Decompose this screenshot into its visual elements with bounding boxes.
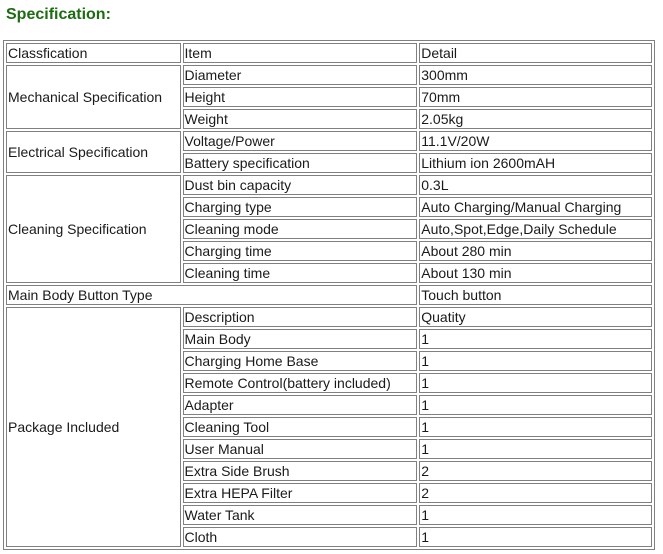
item-cell: Water Tank: [183, 505, 418, 525]
item-cell: Voltage/Power: [183, 131, 418, 151]
header-detail: Detail: [419, 43, 652, 63]
category-button-type: Main Body Button Type: [6, 285, 417, 305]
item-cell: Cleaning time: [183, 263, 418, 283]
category-mechanical: Mechanical Specification: [6, 65, 181, 129]
table-row: [6, 175, 652, 195]
detail-cell: 1: [419, 373, 652, 393]
header-classification: Classfication: [6, 43, 181, 63]
detail-cell: 1: [419, 505, 652, 525]
category-cleaning: Cleaning Specification: [6, 175, 181, 283]
detail-cell: 300mm: [419, 65, 652, 85]
item-cell: Remote Control(battery included): [183, 373, 418, 393]
item-cell: Cleaning Tool: [183, 417, 418, 437]
item-cell: Diameter: [183, 65, 418, 85]
item-cell: Description: [183, 307, 418, 327]
detail-cell: 1: [419, 351, 652, 371]
category-package: Package Included: [6, 307, 181, 547]
table-row: [6, 131, 652, 151]
header-item: Item: [183, 43, 418, 63]
detail-cell: 1: [419, 417, 652, 437]
table-row: [6, 285, 652, 305]
detail-cell: Touch button: [419, 285, 652, 305]
detail-cell: 70mm: [419, 87, 652, 107]
item-cell: Charging Home Base: [183, 351, 418, 371]
detail-cell: About 280 min: [419, 241, 652, 261]
detail-cell: 2.05kg: [419, 109, 652, 129]
detail-cell: 0.3L: [419, 175, 652, 195]
item-cell: Height: [183, 87, 418, 107]
detail-cell: 2: [419, 461, 652, 481]
item-cell: Battery specification: [183, 153, 418, 173]
item-cell: Adapter: [183, 395, 418, 415]
detail-cell: About 130 min: [419, 263, 652, 283]
detail-cell: 1: [419, 527, 652, 547]
detail-cell: 1: [419, 439, 652, 459]
item-cell: Weight: [183, 109, 418, 129]
category-electrical: Electrical Specification: [6, 131, 181, 173]
page-title: Specification:: [6, 6, 111, 23]
item-cell: User Manual: [183, 439, 418, 459]
detail-cell: 11.1V/20W: [419, 131, 652, 151]
detail-cell: Auto,Spot,Edge,Daily Schedule: [419, 219, 652, 239]
detail-cell: Quatity: [419, 307, 652, 327]
specification-table: [3, 40, 655, 550]
detail-cell: 1: [419, 329, 652, 349]
item-cell: Extra HEPA Filter: [183, 483, 418, 503]
item-cell: Charging time: [183, 241, 418, 261]
table-row: [6, 65, 652, 85]
item-cell: Extra Side Brush: [183, 461, 418, 481]
table-header-row: [6, 43, 652, 63]
table-row: [6, 307, 652, 327]
item-cell: Cloth: [183, 527, 418, 547]
detail-cell: 1: [419, 395, 652, 415]
detail-cell: 2: [419, 483, 652, 503]
item-cell: Charging type: [183, 197, 418, 217]
detail-cell: Lithium ion 2600mAH: [419, 153, 652, 173]
detail-cell: Auto Charging/Manual Charging: [419, 197, 652, 217]
item-cell: Dust bin capacity: [183, 175, 418, 195]
item-cell: Main Body: [183, 329, 418, 349]
item-cell: Cleaning mode: [183, 219, 418, 239]
